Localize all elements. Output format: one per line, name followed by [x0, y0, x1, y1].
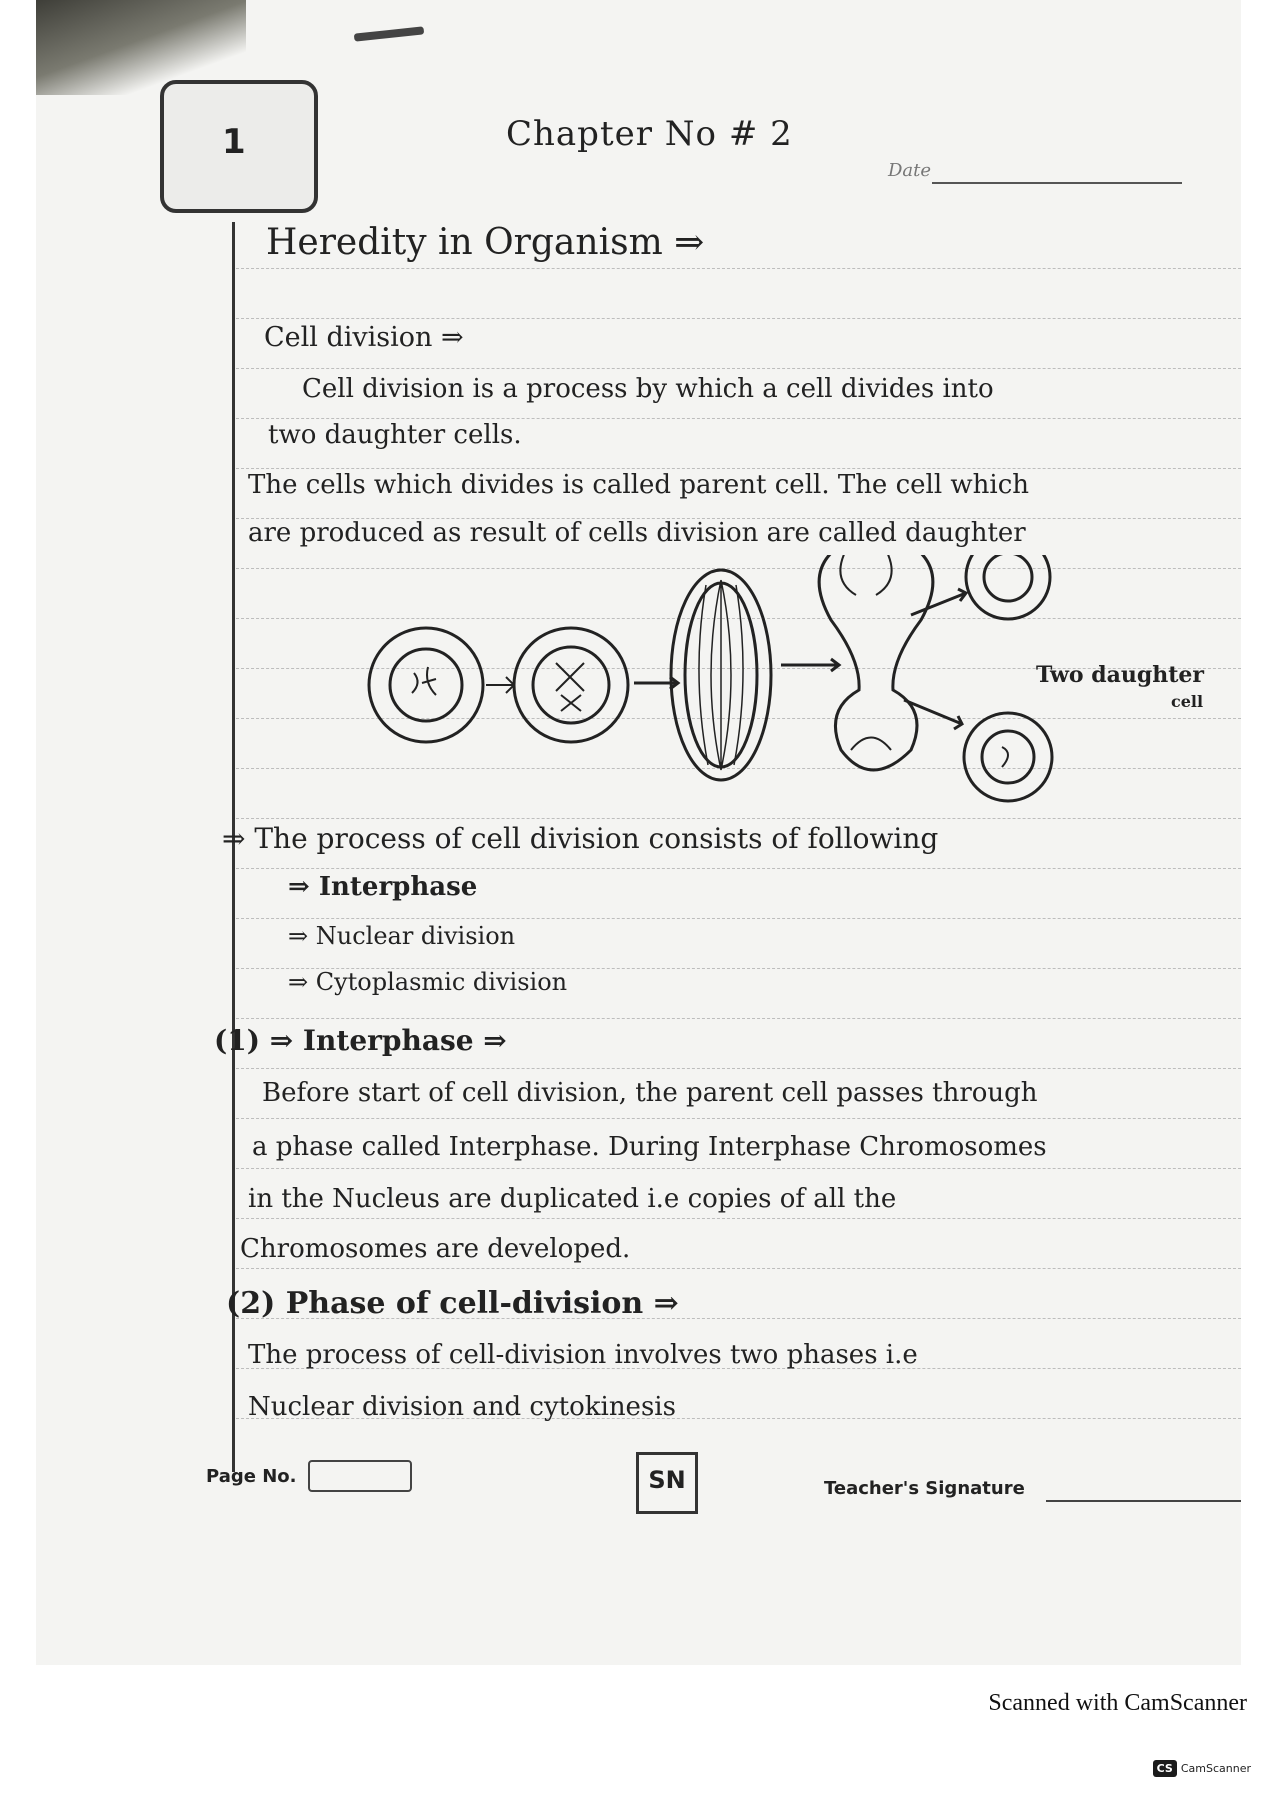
interphase-heading: (1) ⇒ Interphase ⇒ — [214, 1024, 507, 1057]
arrow-icon — [904, 700, 962, 729]
text-line: Before start of cell division, the parent cell passes through — [262, 1078, 1038, 1108]
rule-line — [236, 1218, 1241, 1220]
text-line: a phase called Interphase. During Interphase Chromosomes — [252, 1132, 1047, 1162]
arrow-icon — [781, 659, 839, 671]
rule-line — [236, 318, 1241, 320]
cell-division-heading: Cell division ⇒ — [264, 322, 464, 353]
text-line: The process of cell-division involves two phases i.e — [248, 1340, 918, 1370]
process-item: ⇒ Nuclear division — [288, 922, 516, 950]
chapter-title: Chapter No # 2 — [506, 114, 793, 154]
two-daughter-label: Two daughter — [1036, 662, 1204, 688]
date-label: Date — [888, 160, 932, 181]
notebook-logo: SN — [636, 1452, 698, 1514]
rule-line — [236, 818, 1241, 820]
text-line: are produced as result of cells division are called daughter — [248, 518, 1026, 548]
rule-line — [236, 918, 1241, 920]
camscanner-text: CamScanner — [1180, 1762, 1251, 1775]
rule-line — [236, 268, 1241, 270]
date-line — [932, 182, 1182, 184]
text-line: in the Nucleus are duplicated i.e copies of all the — [248, 1184, 897, 1214]
main-heading: Heredity in Organism ⇒ — [266, 222, 705, 263]
rule-line — [236, 1118, 1241, 1120]
scanned-watermark: Scanned with CamScanner — [988, 1690, 1247, 1716]
camscanner-icon: CS — [1153, 1760, 1177, 1777]
page-no-label: Page No. — [206, 1466, 297, 1487]
rule-line — [236, 1018, 1241, 1020]
arrow-icon — [486, 677, 514, 693]
cell-label: cell — [1171, 692, 1204, 711]
text-line: Chromosomes are developed. — [240, 1234, 631, 1264]
teacher-signature-label: Teacher's Signature — [824, 1478, 1025, 1499]
text-line: Cell division is a process by which a cell divides into — [302, 374, 994, 404]
page-no-box — [308, 1460, 412, 1492]
rule-line — [236, 368, 1241, 370]
notebook-page — [36, 0, 1241, 1665]
text-line: Nuclear division and cytokinesis — [248, 1392, 676, 1422]
camscanner-badge — [1153, 1760, 1251, 1777]
process-item: ⇒ Interphase — [288, 872, 478, 902]
page-number: 1 — [222, 122, 246, 162]
rule-line — [236, 1268, 1241, 1270]
signature-line — [1046, 1500, 1241, 1502]
staple-mark — [354, 26, 424, 41]
rule-line — [236, 868, 1241, 870]
daughter-cell-top-icon — [966, 555, 1050, 619]
phase-heading: (2) Phase of cell-division ⇒ — [226, 1286, 679, 1321]
rule-line — [236, 1168, 1241, 1170]
interphase-cell-icon — [514, 628, 628, 742]
text-line: The cells which divides is called parent cell. The cell which — [248, 470, 1030, 500]
parent-cell-icon — [369, 628, 483, 742]
process-intro: ⇒ The process of cell division consists of following — [222, 822, 939, 855]
page-number-box — [160, 80, 318, 213]
rule-line — [236, 1068, 1241, 1070]
text-line: two daughter cells. — [268, 420, 522, 450]
process-item: ⇒ Cytoplasmic division — [288, 968, 568, 996]
arrow-icon — [911, 589, 966, 615]
